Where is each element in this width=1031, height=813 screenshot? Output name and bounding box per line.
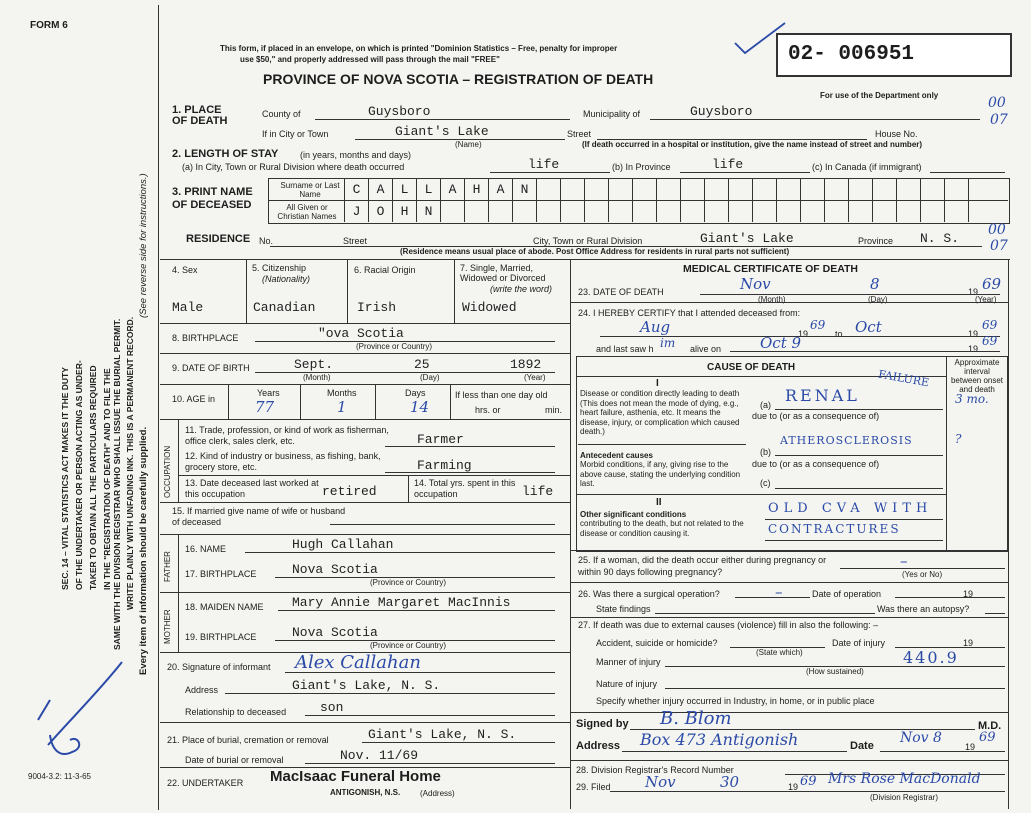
physician-date-label: Date <box>850 740 874 752</box>
sex-label: 4. Sex <box>172 265 198 275</box>
sex-value: Male <box>172 300 204 315</box>
undertaker-address: ANTIGONISH, N.S. <box>330 788 401 797</box>
physician-date-prefix: 19 <box>965 742 976 752</box>
given-cell <box>729 201 753 222</box>
given-cell <box>513 201 537 222</box>
surname-cell <box>633 179 657 200</box>
surname-cell <box>705 179 729 200</box>
cause-c-label: (c) <box>760 478 771 488</box>
relationship-value: son <box>320 700 344 715</box>
mother-side-label: MOTHER <box>163 609 172 644</box>
attended-from-year: 69 <box>810 318 826 332</box>
given-cell: J <box>345 201 369 222</box>
surname-cell <box>897 179 921 200</box>
nature-label: Nature of injury <box>596 679 658 689</box>
given-cell <box>681 201 705 222</box>
q26-answer: – <box>775 583 783 601</box>
due-to-b: due to (or as a consequence of) <box>752 459 880 469</box>
alive-on-label: alive on <box>690 344 722 354</box>
surname-cell <box>537 179 561 200</box>
filed-label: 29. Filed <box>576 782 611 792</box>
cause-b-label: (b) <box>760 447 771 457</box>
mother-bp-label: 19. BIRTHPLACE <box>185 632 257 642</box>
form-number: FORM 6 <box>30 20 68 31</box>
side-text-5: SAME WITH THE DIVISION REGISTRAR WHO SHALL ISSUE THE BURIAL PERMIT. <box>112 318 122 650</box>
stay-a-label: (a) In City, Town or Rural Division where death occurred <box>182 162 405 172</box>
surname-cell <box>945 179 969 200</box>
interval-label: Approximate interval between onset and death <box>950 358 1004 394</box>
how-sustained-label: (How sustained) <box>806 667 864 676</box>
registration-number: 02- 006951 <box>788 43 915 66</box>
min-label: min. <box>545 405 563 415</box>
age-days: 14 <box>410 398 430 416</box>
surname-cell: L <box>417 179 441 200</box>
print-name-label: 3. PRINT NAME OF DECEASED <box>172 186 253 211</box>
other-condition-2: CONTRACTURES <box>768 522 901 536</box>
relationship-label: Relationship to deceased <box>185 707 287 717</box>
occupation-q13: 13. Date deceased last worked at this occupation <box>185 478 319 499</box>
occupation-side-label: OCCUPATION <box>163 445 172 498</box>
due-to-a: due to (or as a consequence of) <box>752 411 880 421</box>
to-prefix: 19 <box>968 329 979 339</box>
yes-no-label: (Yes or No) <box>902 570 943 579</box>
physician-signature: B. Blom <box>660 708 732 729</box>
surname-cell: A <box>489 179 513 200</box>
certify-label: 24. I HEREBY CERTIFY that I attended deceased from: <box>578 308 801 318</box>
residence-code-1: 00 <box>988 222 1006 238</box>
burial-place: Giant's Lake, N. S. <box>368 727 517 742</box>
given-cell <box>945 201 969 222</box>
from-prefix: 19 <box>798 329 809 339</box>
citizenship-label: 5. Citizenship <box>252 263 307 273</box>
stay-b-value: life <box>712 157 744 172</box>
father-bp-label: 17. BIRTHPLACE <box>185 569 257 579</box>
death-day-lbl: (Day) <box>868 295 888 304</box>
header-note-2: use $50," and properly addressed will pass through the mail "FREE" <box>240 55 500 64</box>
last-year: 69 <box>982 334 998 348</box>
informant-address: Giant's Lake, N. S. <box>292 678 441 693</box>
dept-use-note: For use of the Department only <box>820 91 939 100</box>
roman-one: I <box>656 378 659 389</box>
death-month: Nov <box>740 275 771 293</box>
operation-date-prefix: 19 <box>963 589 974 599</box>
side-text-6: WRITE PLAINLY WITH UNFADING INK. THIS IS A PERMANENT RECORD. <box>125 316 135 610</box>
surname-cell <box>561 179 585 200</box>
filed-day: 30 <box>720 773 740 791</box>
stay-c-label: (c) In Canada (if immigrant) <box>812 162 922 172</box>
informant-signature: Alex Callahan <box>295 652 421 673</box>
mother-bp-sub: (Province or Country) <box>370 641 447 650</box>
side-text-3: TAKER TO OBTAIN ALL THE PARTICULARS REQUIRED <box>88 365 98 590</box>
stay-b-label: (b) In Province <box>612 162 671 172</box>
age-years: 77 <box>255 398 275 416</box>
birthplace-value: "ova Scotia <box>318 326 404 341</box>
filed-month: Nov <box>645 773 676 791</box>
physician-address: Box 473 Antigonish <box>640 730 799 749</box>
surname-cell <box>873 179 897 200</box>
to-label: to <box>835 329 843 339</box>
cause-a: RENAL <box>785 386 860 405</box>
hospital-note: (If death occurred in a hospital or institution, give the name instead of street and number) <box>582 140 923 149</box>
injury-date-label: Date of injury <box>832 638 886 648</box>
racial-label: 6. Racial Origin <box>354 265 416 275</box>
residence-code-2: 07 <box>990 238 1008 254</box>
given-cell <box>801 201 825 222</box>
length-of-stay-sub: (in years, months and days) <box>300 150 412 160</box>
age-years-lbl: Years <box>257 388 280 398</box>
given-cell <box>441 201 465 222</box>
place-of-death-label: 1. PLACE OF DEATH <box>172 104 228 127</box>
antecedent-sub: Morbid conditions, if any, giving rise to the above cause, stating the underlying condition last. <box>580 460 741 488</box>
side-text-4: IN THE "REGISTRATION OF DEATH" AND TO FILE THE <box>102 368 112 590</box>
accident-label: Accident, suicide or homicide? <box>596 638 718 648</box>
surname-cell: H <box>465 179 489 200</box>
other-condition-1: OLD CVA WITH <box>768 501 933 516</box>
occupation-a11: Farmer <box>417 432 464 447</box>
surname-cell <box>777 179 801 200</box>
marital-label: 7. Single, Married, Widowed or Divorced <box>460 263 546 283</box>
city-label: If in City or Town <box>262 129 329 139</box>
burial-date-label: Date of burial or removal <box>185 755 284 765</box>
cause-a-label: (a) <box>760 400 771 410</box>
county-value: Guysboro <box>368 104 431 119</box>
cause-title: CAUSE OF DEATH <box>707 362 796 373</box>
surname-cell: L <box>393 179 417 200</box>
last-saw-label: and last saw h <box>596 344 654 354</box>
age-months: 1 <box>337 398 347 416</box>
residence-city-label: City, Town or Rural Division <box>533 236 643 246</box>
occupation-q12: 12. Kind of industry or business, as fishing, bank, grocery store, etc. <box>185 451 381 472</box>
injury-code: 440.9 <box>903 648 959 667</box>
father-name: Hugh Callahan <box>292 537 394 552</box>
surname-cell: C <box>345 179 369 200</box>
death-month-lbl: (Month) <box>758 295 786 304</box>
surname-cells <box>345 179 969 200</box>
dob-year: 1892 <box>510 357 542 372</box>
residence-province-label: Province <box>858 236 894 246</box>
occupation-a14: life <box>522 484 554 499</box>
length-of-stay-label: 2. LENGTH OF STAY <box>172 148 279 160</box>
surname-cell <box>657 179 681 200</box>
father-side-label: FATHER <box>163 551 172 582</box>
q25-answer: – <box>900 552 908 570</box>
q26-label: 26. Was there a surgical operation? <box>578 589 720 599</box>
surname-cell <box>825 179 849 200</box>
attended-to-year: 69 <box>982 318 998 332</box>
q25-label: 25. If a woman, did the death occur either during pregnancy or within 90 days following pregnancy? <box>578 555 827 577</box>
surname-cell: A <box>369 179 393 200</box>
citizenship-sub: (Nationality) <box>262 274 311 284</box>
physician-date-year: 69 <box>979 730 996 745</box>
state-which-label: (State which) <box>756 648 803 657</box>
surname-cell <box>921 179 945 200</box>
operation-date-label: Date of operation <box>812 589 882 599</box>
spouse-label: 15. If married give name of wife or husband of deceased <box>172 506 346 527</box>
given-cell <box>633 201 657 222</box>
surname-cell <box>585 179 609 200</box>
autopsy-label: Was there an autopsy? <box>877 604 970 614</box>
given-cell <box>489 201 513 222</box>
physician-address-label: Address <box>576 740 621 752</box>
dob-day-lbl: (Day) <box>420 373 440 382</box>
undertaker-name: MacIsaac Funeral Home <box>270 768 441 785</box>
given-cell <box>777 201 801 222</box>
surname-cell: N <box>513 179 537 200</box>
registration-number-box <box>776 33 1012 77</box>
surname-cell: A <box>441 179 465 200</box>
given-cell <box>753 201 777 222</box>
residence-city: Giant's Lake <box>700 231 794 246</box>
municipality-value: Guysboro <box>690 104 753 119</box>
surname-label: Surname or Last Name <box>280 181 340 199</box>
age-label: 10. AGE in <box>172 394 216 404</box>
residence-province: N. S. <box>920 231 960 246</box>
birthplace-label: 8. BIRTHPLACE <box>172 333 239 343</box>
residence-no-label: No. <box>259 236 274 246</box>
residence-note: (Residence means usual place of abode. Post Office Address for residents in rural parts not sufficient) <box>400 247 790 256</box>
death-date-label: 23. DATE OF DEATH <box>578 287 664 297</box>
mother-maiden: Mary Annie Margaret MacInnis <box>292 595 511 610</box>
death-year-lbl: (Year) <box>975 295 997 304</box>
given-cell <box>849 201 873 222</box>
dept-code-2: 07 <box>990 112 1008 128</box>
city-value: Giant's Lake <box>395 124 489 139</box>
surname-cell <box>849 179 873 200</box>
filed-prefix: 19 <box>788 782 799 792</box>
surname-cell <box>753 179 777 200</box>
given-cell <box>657 201 681 222</box>
age-months-lbl: Months <box>327 388 357 398</box>
given-cell <box>609 201 633 222</box>
other-conditions-sub: contributing to the death, but not related to the disease or condition causing it. <box>580 519 744 538</box>
last-prefix: 19 <box>968 344 979 354</box>
hrs-label: hrs. or <box>475 405 501 415</box>
given-cell: H <box>393 201 417 222</box>
death-year-prefix: 19 <box>968 287 979 297</box>
death-year: 69 <box>982 275 1002 293</box>
signed-label: Signed by <box>576 718 629 730</box>
dob-day: 25 <box>414 357 430 372</box>
last-alive: Oct 9 <box>760 334 802 352</box>
given-cell <box>873 201 897 222</box>
specify-label: Specify whether injury occurred in Industry, in home, or in public place <box>596 696 875 706</box>
citizenship-value: Canadian <box>253 300 316 315</box>
municipality-label: Municipality of <box>583 109 641 119</box>
left-margin-rule <box>158 5 159 810</box>
side-text-1: SEC. 14 – VITAL STATISTICS ACT MAKES IT THE DUTY <box>60 367 70 590</box>
given-cell <box>537 201 561 222</box>
surname-cell <box>801 179 825 200</box>
margin-signature-mark <box>30 640 140 780</box>
burial-date: Nov. 11/69 <box>340 748 419 763</box>
given-cell <box>921 201 945 222</box>
dob-month: Sept. <box>294 357 334 372</box>
dept-code-1: 00 <box>988 95 1006 111</box>
dob-month-lbl: (Month) <box>303 373 331 382</box>
injury-date-prefix: 19 <box>963 638 974 648</box>
father-name-label: 16. NAME <box>185 544 227 554</box>
attended-to: Oct <box>855 318 882 336</box>
surname-cell <box>609 179 633 200</box>
county-label: County of <box>262 109 301 119</box>
registrar-lbl: (Division Registrar) <box>870 793 939 802</box>
undertaker-address-lbl: (Address) <box>420 789 455 798</box>
mother-bp: Nova Scotia <box>292 625 378 640</box>
manner-label: Manner of injury <box>596 657 661 667</box>
other-conditions-label: Other significant conditions <box>580 510 687 519</box>
antecedent-label: Antecedent causes <box>580 451 653 460</box>
q27-label: 27. If death was due to external causes (violence) fill in also the following: – <box>578 620 879 630</box>
given-label: All Given or Christian Names <box>277 203 337 221</box>
informant-sig-label: 20. Signature of informant <box>167 662 271 672</box>
given-cells <box>345 201 969 222</box>
less-than-day: If less than one day old <box>455 390 548 400</box>
age-days-lbl: Days <box>405 388 426 398</box>
form-title: PROVINCE OF NOVA SCOTIA – REGISTRATION OF DEATH <box>263 71 654 87</box>
given-cell: O <box>369 201 393 222</box>
name-note: (Name) <box>455 140 482 149</box>
filed-year: 69 <box>800 774 817 789</box>
mother-maiden-label: 18. MAIDEN NAME <box>185 602 264 612</box>
father-bp-sub: (Province or Country) <box>370 578 447 587</box>
occupation-a12: Farming <box>417 458 472 473</box>
disease-label: Disease or condition directly leading to death (This does not mean the mode of dying, e.g., heart failure, asthenia, etc. It means the disease, injury, or complication which caused death.) <box>580 389 740 436</box>
occupation-q11: 11. Trade, profession, or kind of work as fisherman, office clerk, sales clerk, etc. <box>185 425 389 446</box>
roman-two: II <box>656 497 662 508</box>
given-cell <box>825 201 849 222</box>
side-text-2: OF THE UNDERTAKER OR PERSON ACTING AS UNDER- <box>74 360 84 590</box>
birthplace-sub: (Province or Country) <box>356 342 433 351</box>
informant-address-label: Address <box>185 685 219 695</box>
last-saw-h: im <box>660 336 676 350</box>
given-cell <box>897 201 921 222</box>
given-cell <box>561 201 585 222</box>
cause-a-failure: FAILURE <box>877 367 931 390</box>
surname-cell <box>681 179 705 200</box>
side-text-8: (See reverse side for instructions.) <box>138 173 149 318</box>
dob-label: 9. DATE OF BIRTH <box>172 363 250 373</box>
occupation-q14: 14. Total yrs. spent in this occupation <box>414 478 516 499</box>
burial-place-label: 21. Place of burial, cremation or removal <box>167 735 329 745</box>
house-label: House No. <box>875 129 918 139</box>
residence-label: RESIDENCE <box>186 233 251 245</box>
father-bp: Nova Scotia <box>292 562 378 577</box>
cause-a-interval: 3 mo. <box>955 392 989 406</box>
registrar-record-label: 28. Division Registrar's Record Number <box>576 765 734 775</box>
occupation-a13: retired <box>322 484 377 499</box>
racial-value: Irish <box>357 300 397 315</box>
residence-street-label: Street <box>343 236 368 246</box>
stay-a-value: life <box>528 157 560 172</box>
md-label: M.D. <box>978 720 1002 732</box>
medical-title: MEDICAL CERTIFICATE OF DEATH <box>683 263 858 275</box>
surname-cell <box>729 179 753 200</box>
marital-sub: (write the word) <box>490 284 553 294</box>
state-findings-label: State findings <box>596 604 651 614</box>
given-cell <box>705 201 729 222</box>
dob-year-lbl: (Year) <box>524 373 546 382</box>
side-text-7: Every item of information should be carefully supplied. <box>138 426 149 675</box>
marital-value: Widowed <box>462 300 517 315</box>
attended-from: Aug <box>640 318 671 336</box>
cause-b-interval: ? <box>955 432 962 446</box>
given-cell: N <box>417 201 441 222</box>
death-day: 8 <box>870 275 880 293</box>
physician-date: Nov 8 <box>900 730 942 746</box>
footer-code: 9004-3.2: 11-3-65 <box>28 772 92 781</box>
undertaker-label: 22. UNDERTAKER <box>167 778 244 788</box>
given-cell <box>465 201 489 222</box>
header-note-1: This form, if placed in an envelope, on which is printed "Dominion Statistics – Free, penalty for improper <box>220 44 618 53</box>
cause-b: ATHEROSCLEROSIS <box>780 434 913 447</box>
given-cell <box>585 201 609 222</box>
registrar-signature: Mrs Rose MacDonald <box>828 771 981 787</box>
street-label: Street <box>567 129 592 139</box>
